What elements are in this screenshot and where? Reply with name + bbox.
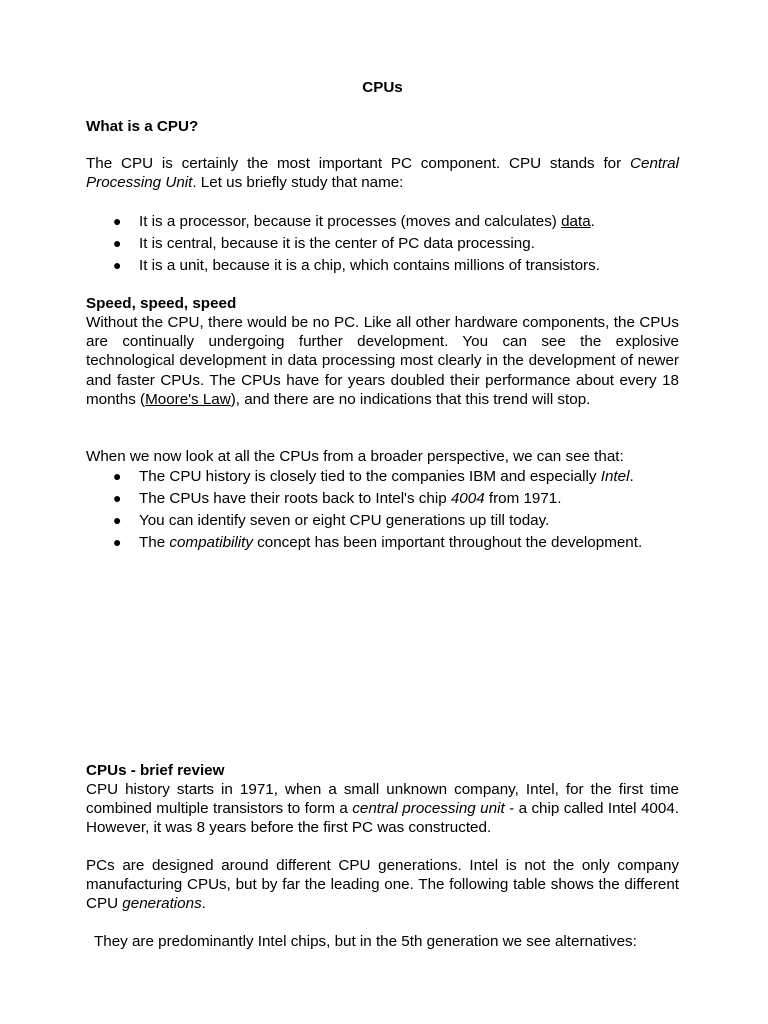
perspective-lead: When we now look at all the CPUs from a broader perspective, we can see that: [86, 448, 624, 465]
intro-emphasis: Central Processing Unit [86, 155, 679, 192]
review-paragraph-3: They are predominantly Intel chips, but in the 5th generation we see alternatives: [94, 933, 637, 950]
bullet-icon: ● [113, 490, 122, 506]
intro-paragraph [86, 154, 679, 192]
intro-text-a: The CPU is certainly the most important PC component. CPU stands for [86, 155, 631, 172]
bullet-icon: ● [113, 213, 122, 229]
bullet-icon: ● [113, 235, 122, 251]
heading-what-is-cpu: What is a CPU? [86, 118, 199, 135]
cpu-name-bullet-list [86, 212, 679, 278]
speed-paragraph: Without the CPU, there would be no PC. Like all other hardware components, the CPUs are continually undergoing further development. You can see the explosive technological development in data processing most clearly in the development of newer and faster CPUs. The CPUs have for years doubled their performance about every 18 months (Moore's Law), and there are no indications that this trend will stop. [86, 314, 679, 408]
cpu-history-bullet-list [86, 467, 679, 555]
bullet-text: You can identify seven or eight CPU generations up till today. [139, 512, 550, 529]
bullet-icon: ● [113, 468, 122, 484]
page-title: CPUs [362, 79, 403, 96]
review-paragraph-1: CPU history starts in 1971, when a small unknown company, Intel, for the first time combined multiple transistors to form a central processing unit - a chip called Intel 4004. However, it was 8 years before the first PC was constructed. [86, 781, 679, 837]
list-item: ● The CPUs have their roots back to Intel's chip 4004 from 1971. [113, 490, 562, 507]
bullet-icon: ● [113, 534, 122, 550]
list-item: ● It is a processor, because it processes (moves and calculates) data. [113, 213, 595, 230]
intro-text-b: . Let us briefly study that name: [192, 174, 404, 192]
moores-law-link[interactable]: Moore's Law [145, 390, 231, 408]
list-item [86, 256, 679, 275]
bullet-text: It is a unit, because it is a chip, which contains millions of transistors. [139, 257, 600, 274]
bullet-text: It is a processor, because it processes (moves and calculates) [139, 213, 562, 230]
list-item [86, 234, 679, 253]
bullet-icon: ● [113, 257, 122, 273]
list-item: ● The compatibility concept has been important throughout the development. [113, 534, 643, 551]
heading-speed: Speed, speed, speed [86, 295, 237, 312]
heading-brief-review: CPUs - brief review [86, 762, 225, 779]
list-item: ● The CPU history is closely tied to the companies IBM and especially Intel. [113, 468, 634, 485]
list-item [86, 511, 679, 530]
review-paragraph-2: PCs are designed around different CPU generations. Intel is not the only company manufacturing CPUs, but by far the leading one. The following table shows the different CPU generations. [86, 857, 679, 913]
bullet-text: It is central, because it is the center of PC data processing. [139, 235, 535, 252]
bullet-icon: ● [113, 512, 122, 528]
data-link[interactable]: data [561, 213, 591, 230]
